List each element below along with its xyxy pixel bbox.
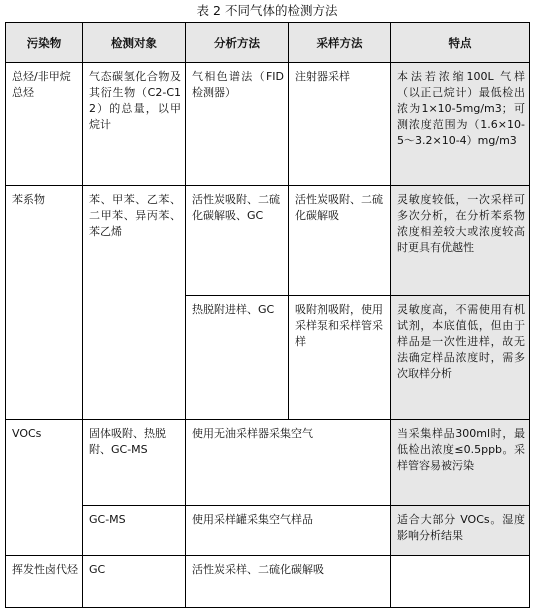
header-row	[6, 23, 530, 63]
header-pollutant: 污染物	[6, 23, 83, 63]
cell-feature: 灵敏度高，不需使用有机试剂，本底值低，但由于样品是一次性进样，故无法确定样品浓度时，需多次取样分析	[391, 296, 530, 420]
table-row	[6, 186, 530, 296]
cell-analysis-sampling: 使用无油采样器采集空气	[186, 420, 391, 506]
cell-feature: 当采集样品300ml时，最低检出浓度≤0.5ppb。采样管容易被污染	[391, 420, 530, 506]
cell-target: GC-MS	[83, 506, 186, 556]
cell-analysis: 热脱附进样、GC	[186, 296, 289, 420]
table-row	[6, 420, 530, 506]
cell-analysis: 活性炭吸附、二硫化碳解吸、GC	[186, 186, 289, 296]
cell-analysis-sampling: 使用采样罐采集空气样品	[186, 506, 391, 556]
header-analysis: 分析方法	[186, 23, 289, 63]
cell-target: 气态碳氢化合物及其衍生物（C2-C12）的总量，以甲烷计	[83, 63, 186, 186]
cell-feature: 适合大部分 VOCs。湿度影响分析结果	[391, 506, 530, 556]
header-sampling: 采样方法	[289, 23, 391, 63]
cell-pollutant: 苯系物	[6, 186, 83, 420]
table-row	[6, 63, 530, 186]
table-row	[6, 506, 530, 556]
cell-pollutant: VOCs	[6, 420, 83, 556]
cell-pollutant: 挥发性卤代烃	[6, 556, 83, 608]
cell-sampling: 注射器采样	[289, 63, 391, 186]
header-feature: 特点	[391, 23, 530, 63]
cell-analysis: 气相色谱法（FID 检测器）	[186, 63, 289, 186]
cell-sampling: 活性炭吸附、二硫化碳解吸	[289, 186, 391, 296]
cell-analysis-sampling: 活性炭采样、二硫化碳解吸	[186, 556, 391, 608]
cell-target: GC	[83, 556, 186, 608]
cell-feature: 本法若浓缩100L 气样（以正己烷计）最低检出浓为1×10-5mg/m3；可测浓度范围为（1.6×10-5～3.2×10-4）mg/m3	[391, 63, 530, 186]
cell-target: 固体吸附、热脱附、GC-MS	[83, 420, 186, 506]
table-caption: 表 2 不同气体的检测方法	[196, 3, 338, 18]
header-target: 检测对象	[83, 23, 186, 63]
cell-sampling: 吸附剂吸附，使用采样泵和采样管采样	[289, 296, 391, 420]
cell-target: 苯、甲苯、乙苯、二甲苯、异丙苯、苯乙烯	[83, 186, 186, 420]
cell-pollutant: 总烃/非甲烷总烃	[6, 63, 83, 186]
cell-feature	[391, 556, 530, 608]
table-row	[6, 556, 530, 608]
cell-feature: 灵敏度较低，一次采样可多次分析，在分析苯系物浓度相差较大或浓度较高时更具有优越性	[391, 186, 530, 296]
detection-methods-table	[5, 22, 530, 608]
